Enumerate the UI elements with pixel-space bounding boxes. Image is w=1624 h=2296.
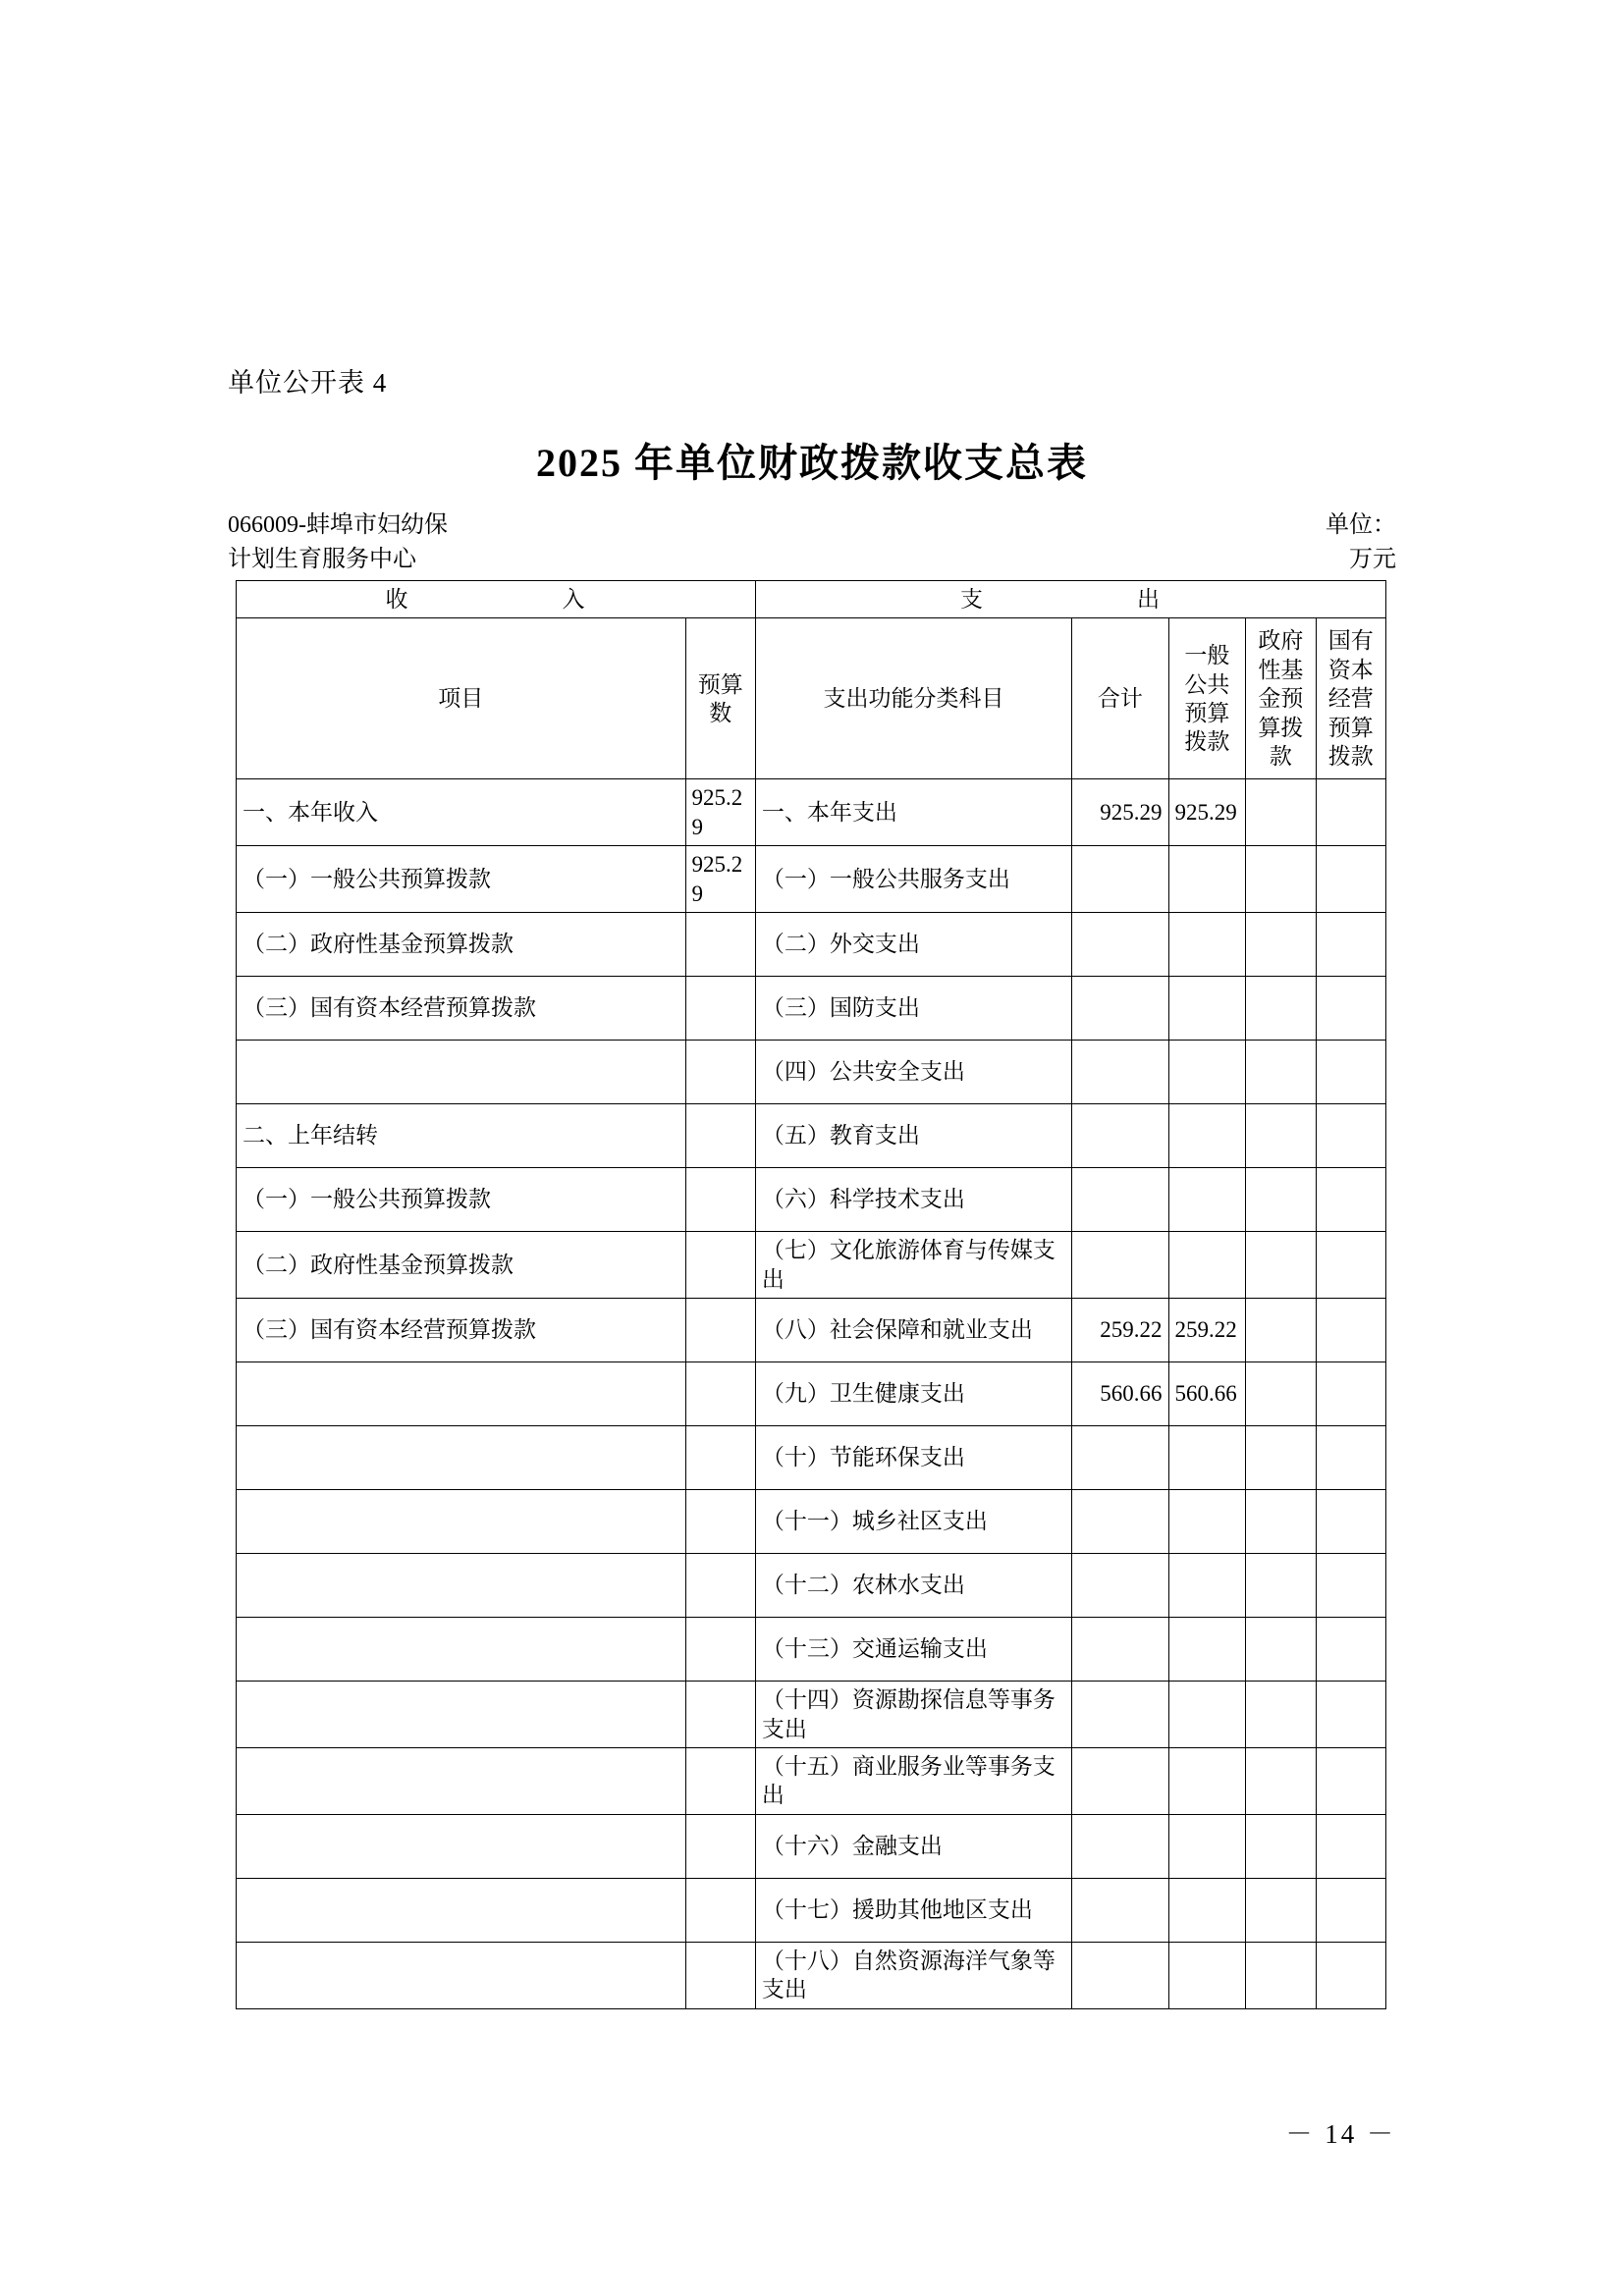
expense-general [1168,1554,1246,1618]
table-row [237,779,1386,846]
expense-item: （十五）商业服务业等事务支出 [755,1747,1071,1814]
table-row [237,1878,1386,1942]
expense-general [1168,977,1246,1041]
expense-govfund [1246,1942,1316,2008]
expense-state [1316,913,1385,977]
table-row [237,1299,1386,1362]
expense-item: （二）外交支出 [755,913,1071,977]
expense-govfund [1246,846,1316,913]
expense-item: （十六）金融支出 [755,1814,1071,1878]
expense-item: （十七）援助其他地区支出 [755,1878,1071,1942]
expense-govfund [1246,913,1316,977]
expense-govfund [1246,1814,1316,1878]
income-item [237,1942,686,2008]
unit-name-line2: 计划生育服务中心 [228,546,416,572]
table-row [237,1232,1386,1299]
expense-item: （五）教育支出 [755,1104,1071,1168]
col-header-item: 项目 [237,618,686,779]
expense-state [1316,1104,1385,1168]
expense-general [1168,1426,1246,1490]
table-row [237,1942,1386,2008]
expense-govfund [1246,1299,1316,1362]
expense-general [1168,1878,1246,1942]
income-item: （一）一般公共预算拨款 [237,846,686,913]
page-number: － 14 － [1285,2119,1396,2149]
unit-name-line1: 066009-蚌埠市妇幼保 [228,512,448,538]
expense-general [1168,1682,1246,1748]
income-value: 925.29 [685,779,755,846]
table-group-header-row [237,581,1386,618]
expense-item: （十四）资源勘探信息等事务支出 [755,1682,1071,1748]
expense-total [1072,1554,1168,1618]
expense-govfund [1246,1490,1316,1554]
table-row [237,1041,1386,1104]
table-row [237,1747,1386,1814]
income-value [685,1682,755,1748]
expense-general [1168,913,1246,977]
expense-govfund [1246,1554,1316,1618]
expense-state [1316,1168,1385,1232]
income-item: （一）一般公共预算拨款 [237,1168,686,1232]
page-title: 2025 年单位财政拨款收支总表 [536,441,1088,485]
expense-total [1072,977,1168,1041]
income-value [685,1299,755,1362]
expense-total [1072,1942,1168,2008]
expense-state [1316,1299,1385,1362]
income-value [685,977,755,1041]
income-value [685,1878,755,1942]
expense-state [1316,1232,1385,1299]
income-item [237,1362,686,1426]
expense-total: 560.66 [1072,1362,1168,1426]
income-item [237,1426,686,1490]
expense-govfund [1246,1104,1316,1168]
expense-total [1072,1041,1168,1104]
table-row [237,1814,1386,1878]
expense-total: 925.29 [1072,779,1168,846]
expense-govfund [1246,1362,1316,1426]
expense-govfund [1246,1618,1316,1682]
unit-measure-label: 单位： [1326,512,1396,538]
income-item [237,1814,686,1878]
unit-name [228,508,640,577]
expense-state [1316,1682,1385,1748]
expense-total [1072,1104,1168,1168]
income-item [237,1618,686,1682]
table-row [237,1426,1386,1490]
expense-general [1168,1490,1246,1554]
col-header-function-category: 支出功能分类科目 [755,618,1071,779]
expense-general [1168,1814,1246,1878]
unit-measure [1200,508,1396,577]
expense-total [1072,1426,1168,1490]
expense-state [1316,1878,1385,1942]
unit-measure-value: 万元 [1349,546,1396,572]
income-item [237,1682,686,1748]
expense-state [1316,846,1385,913]
income-value [685,1554,755,1618]
expense-govfund [1246,1878,1316,1942]
income-item [237,1041,686,1104]
expense-item: （三）国防支出 [755,977,1071,1041]
expense-general [1168,846,1246,913]
expense-total [1072,1618,1168,1682]
income-value [685,1362,755,1426]
table-column-header-row [237,618,1386,779]
income-item: 二、上年结转 [237,1104,686,1168]
col-header-budget-number: 预算数 [685,618,755,779]
expense-govfund [1246,1426,1316,1490]
expense-item: （十）节能环保支出 [755,1426,1071,1490]
expense-general: 560.66 [1168,1362,1246,1426]
expense-item: （十一）城乡社区支出 [755,1490,1071,1554]
col-header-general-public-budget: 一般公共预算拨款 [1168,618,1246,779]
expense-total [1072,1490,1168,1554]
group-header-income: 收 入 [237,581,756,618]
income-item [237,1554,686,1618]
expense-item: （四）公共安全支出 [755,1041,1071,1104]
income-value [685,1168,755,1232]
table-body [237,779,1386,2008]
table-row [237,977,1386,1041]
form-label: 单位公开表 4 [228,368,388,398]
table-row [237,1104,1386,1168]
income-item [237,1490,686,1554]
expense-govfund [1246,1682,1316,1748]
expense-total [1072,1168,1168,1232]
table-row [237,1490,1386,1554]
expense-state [1316,1618,1385,1682]
income-value [685,1814,755,1878]
income-value [685,1747,755,1814]
expense-item: （九）卫生健康支出 [755,1362,1071,1426]
expense-govfund [1246,1232,1316,1299]
income-value [685,1104,755,1168]
income-item: 一、本年收入 [237,779,686,846]
income-item: （三）国有资本经营预算拨款 [237,977,686,1041]
expense-govfund [1246,1747,1316,1814]
expense-item: （十三）交通运输支出 [755,1618,1071,1682]
expense-state [1316,1490,1385,1554]
income-value [685,1041,755,1104]
table-row [237,1362,1386,1426]
expense-general [1168,1618,1246,1682]
expense-state [1316,779,1385,846]
income-value: 925.29 [685,846,755,913]
table-row [237,1618,1386,1682]
budget-table [236,580,1386,2009]
expense-general [1168,1942,1246,2008]
expense-govfund [1246,1041,1316,1104]
col-header-government-fund-budget: 政府性基金预算拨款 [1246,618,1316,779]
expense-general [1168,1232,1246,1299]
income-value [685,1490,755,1554]
group-header-expenditure: 支 出 [755,581,1385,618]
expense-state [1316,1426,1385,1490]
col-header-total: 合计 [1072,618,1168,779]
income-value [685,1618,755,1682]
income-item: （二）政府性基金预算拨款 [237,1232,686,1299]
expense-item: （七）文化旅游体育与传媒支出 [755,1232,1071,1299]
expense-item: （六）科学技术支出 [755,1168,1071,1232]
expense-total [1072,1747,1168,1814]
expense-general: 925.29 [1168,779,1246,846]
expense-govfund [1246,779,1316,846]
expense-general: 259.22 [1168,1299,1246,1362]
table-row [237,1554,1386,1618]
income-item [237,1878,686,1942]
expense-total [1072,1814,1168,1878]
income-value [685,1426,755,1490]
expense-state [1316,1747,1385,1814]
expense-total [1072,1232,1168,1299]
expense-state [1316,1814,1385,1878]
expense-govfund [1246,1168,1316,1232]
expense-general [1168,1041,1246,1104]
expense-general [1168,1747,1246,1814]
expense-item: （十二）农林水支出 [755,1554,1071,1618]
expense-state [1316,1041,1385,1104]
expense-total: 259.22 [1072,1299,1168,1362]
income-value [685,913,755,977]
expense-general [1168,1168,1246,1232]
expense-total [1072,1682,1168,1748]
income-item: （二）政府性基金预算拨款 [237,913,686,977]
income-value [685,1232,755,1299]
expense-item: 一、本年支出 [755,779,1071,846]
income-value [685,1942,755,2008]
table-row [237,1168,1386,1232]
expense-general [1168,1104,1246,1168]
expense-total [1072,913,1168,977]
table-row [237,913,1386,977]
income-item: （三）国有资本经营预算拨款 [237,1299,686,1362]
expense-total [1072,846,1168,913]
expense-state [1316,1554,1385,1618]
col-header-state-capital-budget: 国有资本经营预算拨款 [1316,618,1385,779]
expense-item: （八）社会保障和就业支出 [755,1299,1071,1362]
expense-state [1316,1362,1385,1426]
expense-state [1316,1942,1385,2008]
expense-state [1316,977,1385,1041]
income-item [237,1747,686,1814]
table-row [237,1682,1386,1748]
expense-total [1072,1878,1168,1942]
table-row [237,846,1386,913]
expense-item: （十八）自然资源海洋气象等支出 [755,1942,1071,2008]
expense-govfund [1246,977,1316,1041]
expense-item: （一）一般公共服务支出 [755,846,1071,913]
